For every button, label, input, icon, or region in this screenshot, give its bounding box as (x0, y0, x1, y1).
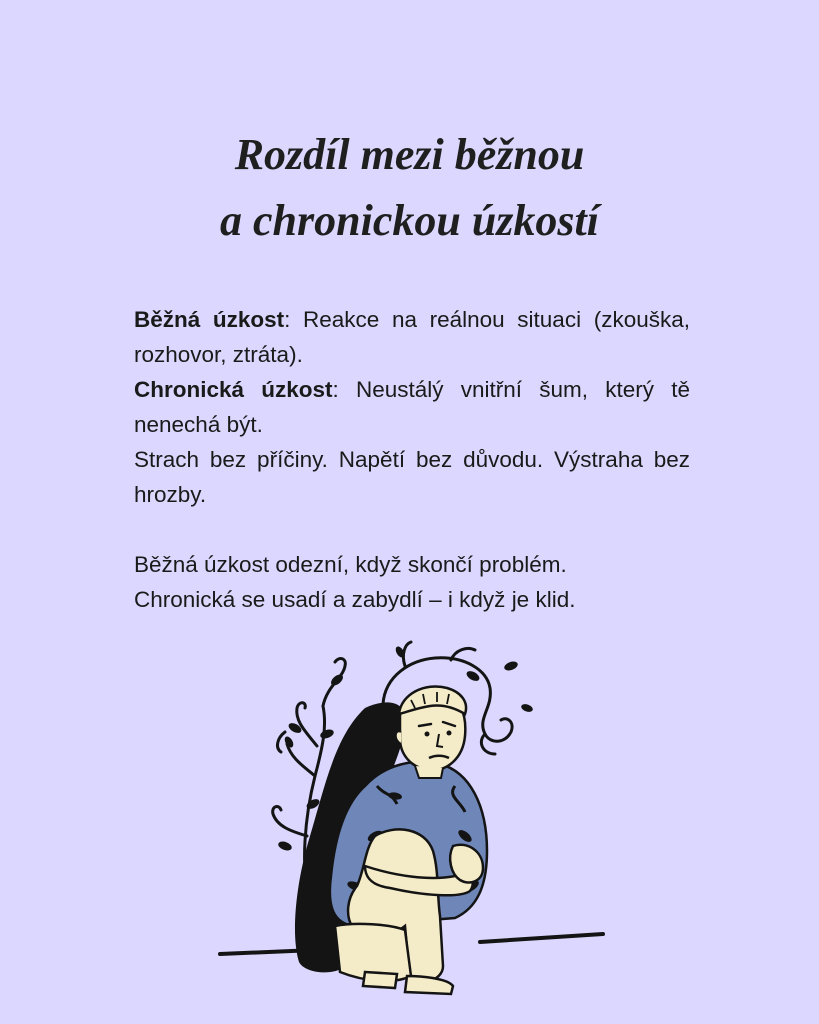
common-anxiety-paragraph (134, 302, 690, 372)
closing-line-1: Běžná úzkost odezní, když skončí problém. (134, 552, 567, 577)
anxious-person-illustration (215, 636, 615, 1006)
chronic-anxiety-paragraph (134, 372, 690, 442)
common-anxiety-label: Běžná úzkost (134, 307, 285, 332)
neck (415, 766, 443, 778)
title-line-2: a chronickou úzkostí (220, 196, 599, 245)
body-text (134, 302, 690, 617)
right-eye (447, 731, 452, 736)
chronic-anxiety-label: Chronická úzkost (134, 377, 333, 402)
closing-line-2: Chronická se usadí a zabydlí – i když je klid. (134, 587, 576, 612)
chronic-anxiety-text: : Neustálý vnitřní šum, který tě nenechá být. (134, 377, 690, 437)
left-eye (425, 732, 430, 737)
page-title (0, 122, 819, 254)
common-anxiety-text: : Reakce na reálnou situaci (zkouška, rozhovor, ztráta). (134, 307, 690, 367)
fear-without-cause-paragraph: Strach bez příčiny. Napětí bez důvodu. Výstraha bez hrozby. (134, 447, 690, 507)
title-line-1: Rozdíl mezi běžnou (234, 130, 585, 179)
paragraph-spacer (134, 512, 690, 547)
